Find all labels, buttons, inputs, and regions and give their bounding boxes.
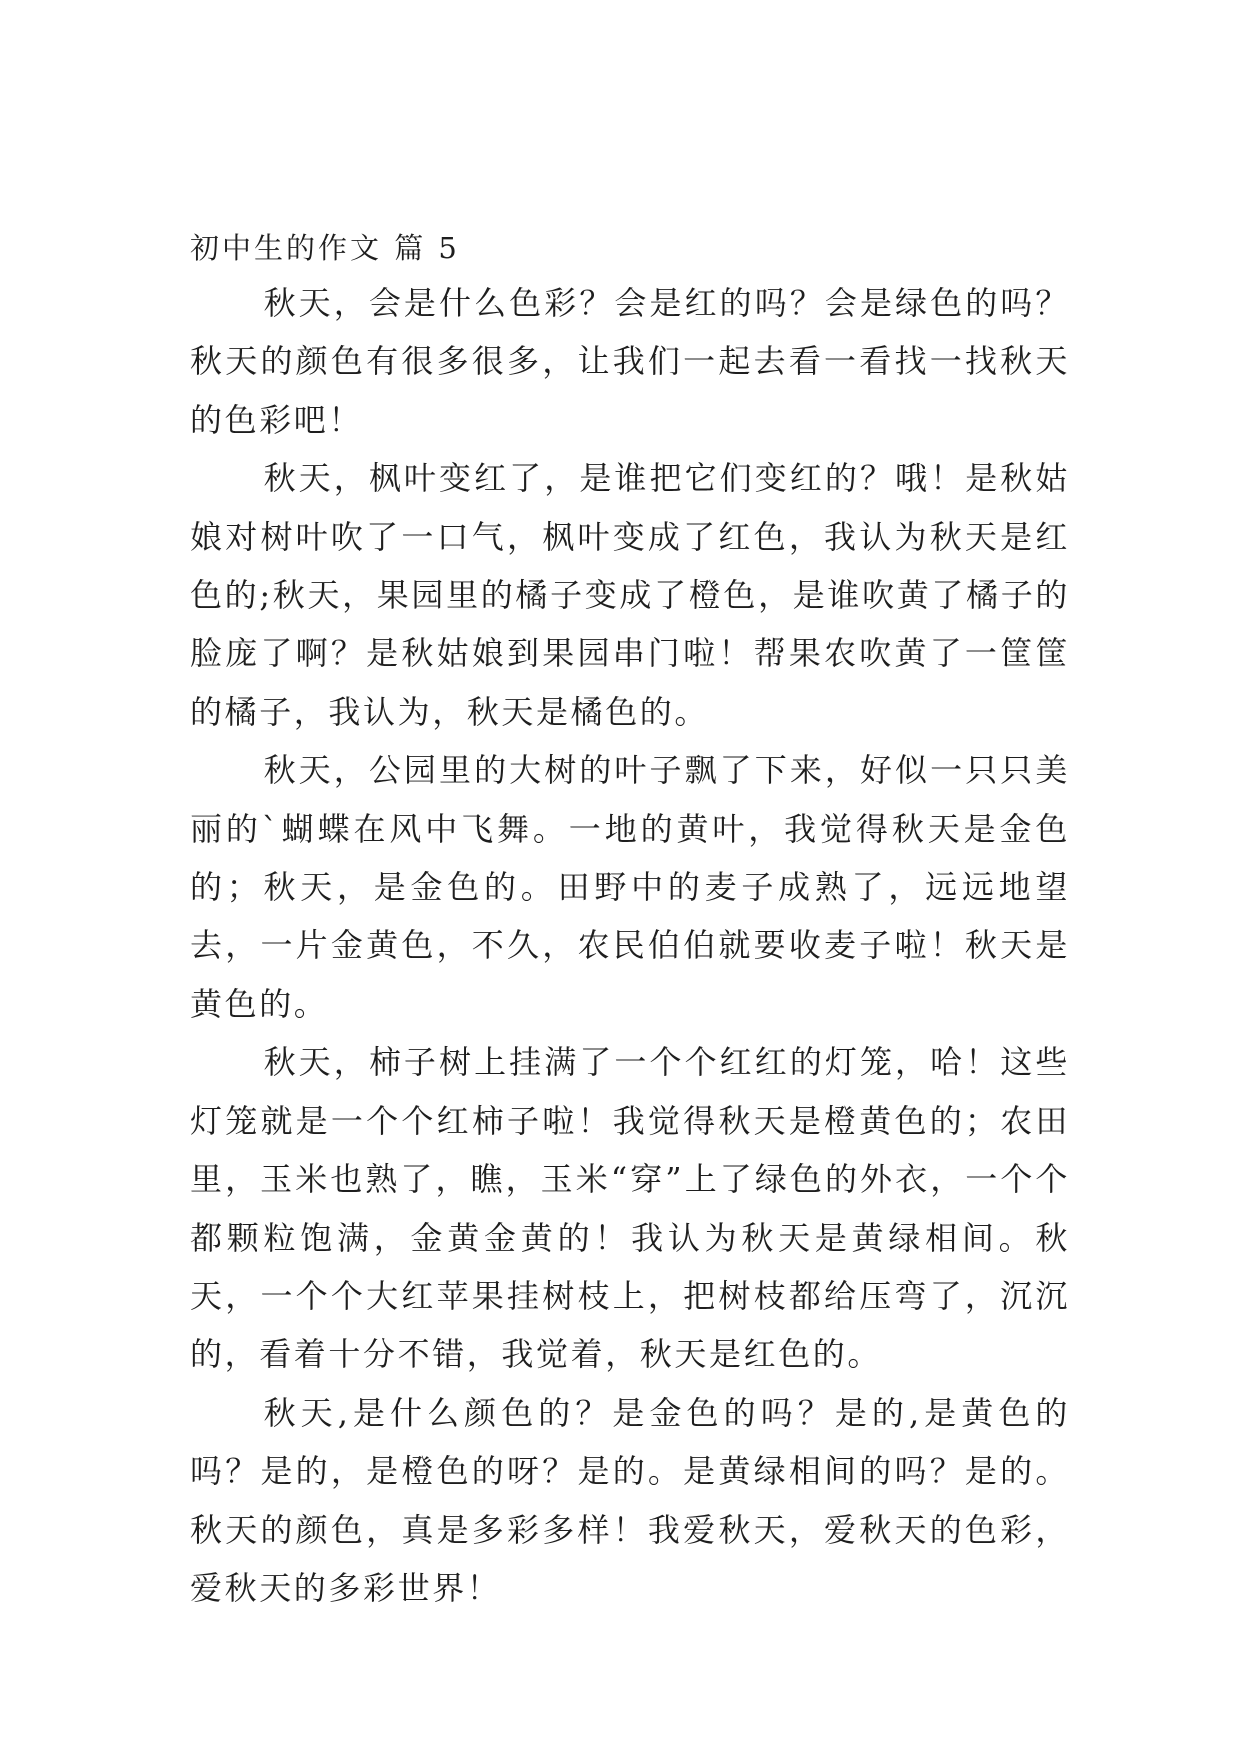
essay-paragraph-2: 秋天，枫叶变红了，是谁把它们变红的？哦！是秋姑娘对树叶吹了一口气，枫叶变成了红色，我认为秋天是红色的;秋天，果园里的橘子变成了橙色，是谁吹黄了橘子的脸庞了啊？是秋姑娘到果园串门啦！帮果农吹黄了一筐筐的橘子，我认为，秋天是橘色的。	[190, 459, 1070, 731]
essay-paragraph-3: 秋天，公园里的大树的叶子飘了下来，好似一只只美丽的`蝴蝶在风中飞舞。一地的黄叶，我觉得秋天是金色的；秋天，是金色的。田野中的麦子成熟了，远远地望去，一片金黄色，不久，农民伯伯就要收麦子啦！秋天是黄色的。	[190, 751, 1070, 1023]
essay-paragraph-4: 秋天，柿子树上挂满了一个个红红的灯笼，哈！这些灯笼就是一个个红柿子啦！我觉得秋天是橙黄色的；农田里，玉米也熟了，瞧，玉米“穿”上了绿色的外衣，一个个都颗粒饱满，金黄金黄的！我认为秋天是黄绿相间。秋天，一个个大红苹果挂树枝上，把树枝都给压弯了，沉沉的，看着十分不错，我觉着，秋天是红色的。	[190, 1043, 1070, 1374]
essay-title: 初中生的作文 篇 5	[190, 231, 460, 265]
essay-paragraph-5: 秋天,是什么颜色的？是金色的吗？是的,是黄色的吗？是的，是橙色的呀？是的。是黄绿相间的吗？是的。秋天的颜色，真是多彩多样！我爱秋天，爱秋天的色彩，爱秋天的多彩世界！	[190, 1393, 1070, 1607]
essay-paragraph-1: 秋天，会是什么色彩？会是红的吗？会是绿色的吗？秋天的颜色有很多很多，让我们一起去看一看找一找秋天的色彩吧！	[190, 284, 1070, 439]
essay-body	[190, 222, 1070, 1617]
